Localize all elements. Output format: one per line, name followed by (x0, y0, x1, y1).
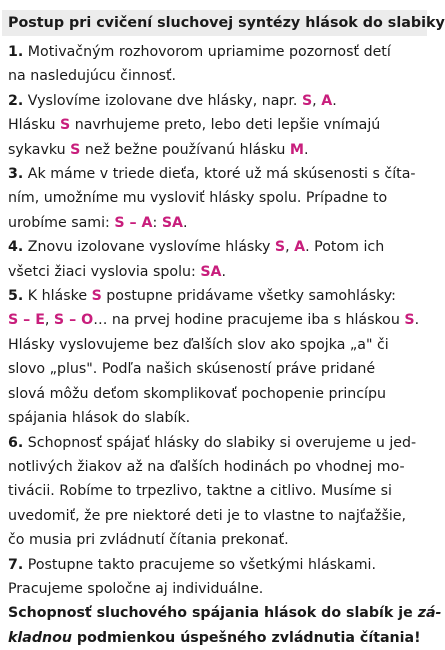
highlighted-letter: S – A (114, 214, 153, 231)
highlighted-letter: S (59, 117, 71, 134)
step-line (8, 455, 421, 479)
step-number: 3. (8, 166, 24, 183)
highlighted-letter: S (301, 92, 313, 109)
highlighted-letter: S (70, 141, 81, 158)
step-number: 5. (8, 288, 24, 305)
page-title: Postup pri cvičení sluchovej syntézy hlások do slabiky (2, 10, 427, 36)
step-line (8, 138, 421, 162)
conclusion (8, 601, 442, 650)
step-text: : (152, 214, 162, 231)
step-text: sykavku (8, 141, 71, 158)
step-line (8, 357, 421, 381)
step-text: . (183, 214, 188, 231)
highlighted-letter: SA (200, 263, 222, 280)
step-text: než bežne používanú hlásku (80, 141, 290, 158)
step-line (8, 211, 421, 235)
highlighted-letter: S (274, 239, 286, 256)
step-text: . (414, 312, 420, 329)
step-text: . (221, 263, 227, 280)
step-text: všetci žiaci vyslovia spolu: (8, 263, 201, 280)
step-text: postupne pridávame všetky samohlásky: (101, 288, 396, 305)
step-text: , (44, 312, 54, 329)
step-line (8, 479, 421, 503)
step-line (8, 113, 421, 137)
step-text: Hlásku (8, 117, 60, 134)
step-line (8, 504, 421, 528)
conclusion-text-1: Schopnosť sluchového spájania hlások do slabík je (8, 605, 418, 622)
step-text: . Potom ich (305, 239, 385, 256)
step-text: Ak máme v triede dieťa, ktoré už má skúsenosti s číta- (27, 166, 416, 183)
step-text: Schopnosť spájať hlásky do slabiky si overujeme u jed- (27, 434, 417, 451)
step-line (8, 431, 421, 455)
step-text: notlivých žiakov až na ďalších hodinách po vhodnej mo- (8, 458, 405, 475)
step-text: tivácii. Robíme to trpezlivo, taktne a citlivo. Musíme si (8, 483, 392, 500)
highlighted-letter: A (321, 92, 333, 109)
step-item (8, 40, 421, 89)
step-line (8, 260, 421, 284)
step-item (8, 89, 421, 162)
step-text: . (332, 92, 337, 109)
steps-list (8, 40, 421, 601)
step-text: uvedomiť, že pre niektoré deti je to vlastne to najťažšie, (8, 507, 407, 524)
step-text: . (304, 141, 309, 158)
step-item (8, 162, 421, 235)
step-text: K hláske (27, 288, 92, 305)
step-text: slová môžu deťom skomplikovať pochopenie princípu (8, 385, 386, 402)
step-text: ním, umožníme mu vysloviť hlásky spolu. Prípadne to (8, 190, 388, 207)
highlighted-letter: S (91, 288, 102, 305)
step-line (8, 235, 421, 259)
step-line (8, 40, 421, 64)
conclusion-text-2: podmienkou úspešného zvládnutia čítania! (71, 629, 421, 646)
step-line (8, 382, 421, 406)
step-line (8, 577, 421, 601)
highlighted-letter: M (289, 141, 305, 158)
step-text: Motivačným rozhovorom upriamime pozornosť detí (27, 44, 391, 60)
step-line (8, 89, 421, 113)
step-text: Vyslovíme izolovane dve hlásky, napr. (27, 92, 302, 109)
step-number: 2. (8, 92, 24, 109)
step-text: urobíme sami: (8, 214, 115, 231)
step-line (8, 284, 421, 308)
step-text: čo musia pri zvládnutí čítania prekonať. (8, 532, 289, 549)
step-number: 6. (8, 434, 24, 451)
step-text: Znovu izolovane vyslovíme hlásky (27, 239, 275, 256)
step-line (8, 528, 421, 552)
step-text: … na prvej hodine pracujeme iba s hláskou (93, 312, 405, 329)
step-line (8, 406, 421, 430)
step-line (8, 308, 421, 332)
step-number: 7. (8, 556, 24, 573)
step-item (8, 284, 421, 430)
step-text: navrhujeme preto, lebo deti lepšie vnímajú (70, 117, 381, 134)
conclusion-emphasis-1: zá- (417, 605, 442, 622)
highlighted-letter: SA (161, 214, 184, 231)
step-number: 1. (8, 44, 24, 60)
step-item (8, 553, 421, 602)
step-text: , (285, 239, 295, 256)
step-line (8, 553, 421, 577)
step-line (8, 186, 421, 210)
step-text: Hlásky vyslovujeme bez ďalších slov ako spojka „a" či (8, 336, 389, 353)
step-text: , (312, 92, 322, 109)
step-line (8, 333, 421, 357)
step-text: spájania hlások do slabík. (8, 410, 191, 427)
step-text: Pracujeme spoločne aj individuálne. (8, 580, 264, 597)
step-text: na nasledujúcu činnosť. (8, 68, 177, 85)
step-text: Postupne takto pracujeme so všetkými hláskami. (27, 556, 376, 573)
step-line (8, 64, 421, 88)
step-item (8, 235, 421, 284)
highlighted-letter: S – O (53, 312, 94, 329)
step-number: 4. (8, 239, 24, 256)
conclusion-emphasis-2: kladnou (8, 629, 72, 646)
highlighted-letter: S (404, 312, 415, 329)
step-text: slovo „plus". Podľa našich skúseností práve pridané (8, 361, 376, 378)
highlighted-letter: S – E (8, 312, 45, 329)
step-item (8, 431, 421, 553)
step-line (8, 162, 421, 186)
highlighted-letter: A (294, 239, 306, 256)
